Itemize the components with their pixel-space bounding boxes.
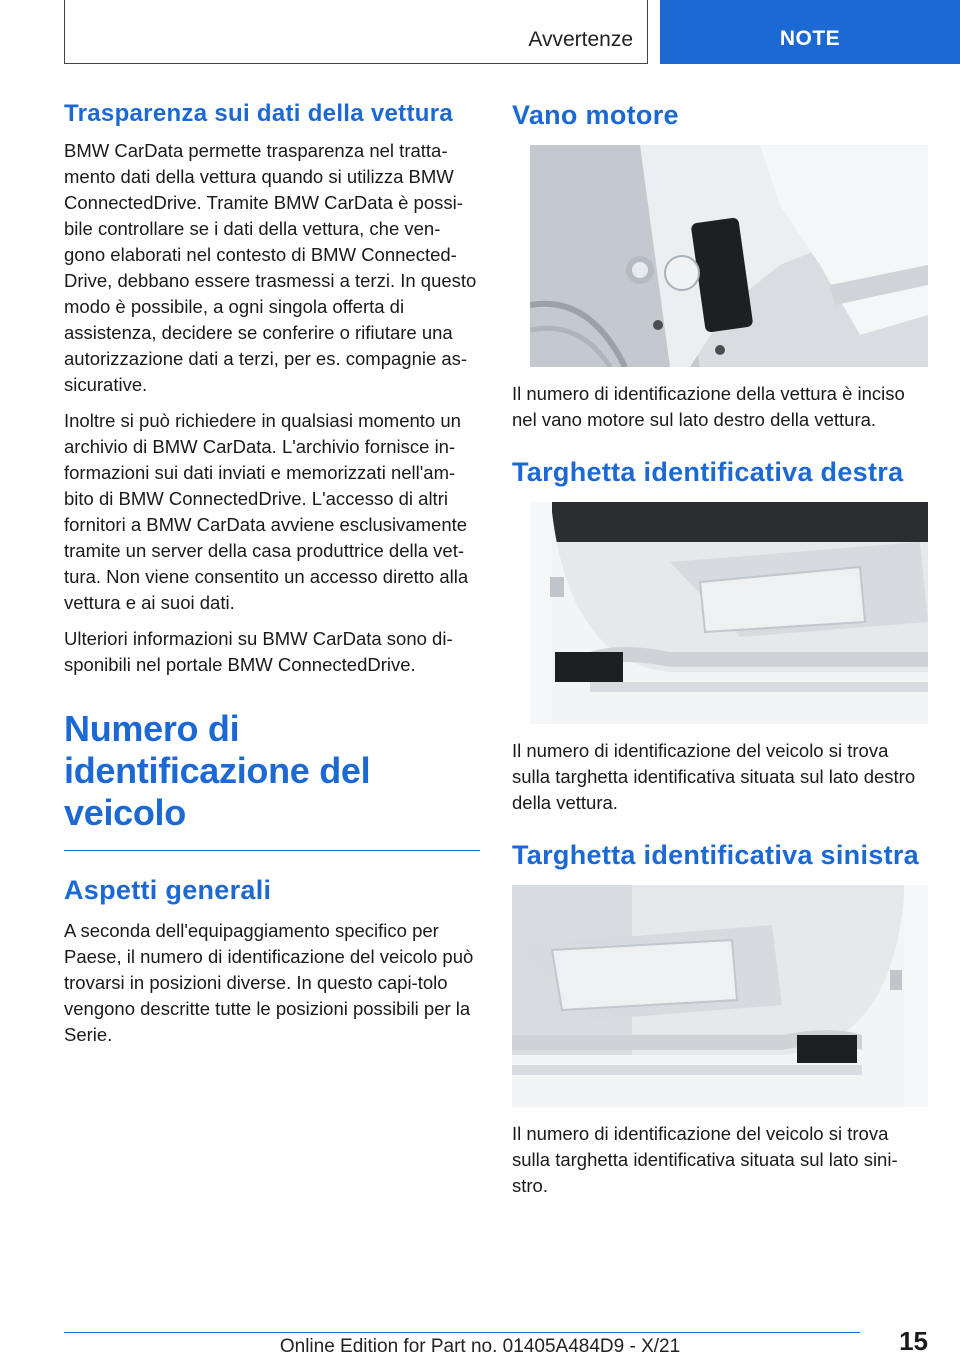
plate-left-image xyxy=(512,885,928,1107)
vin-heading: Numero di identificazione del veicolo xyxy=(64,708,371,833)
plate-left-illustration xyxy=(512,885,928,1107)
engine-bay-illustration xyxy=(530,145,928,367)
engine-heading: Vano motore xyxy=(512,100,679,130)
footer-edition: Online Edition for Part no. 01405A484D9 - X/21 xyxy=(279,1336,681,1357)
plate-right-heading: Targhetta identificativa destra xyxy=(512,457,904,487)
general-heading: Aspetti generali xyxy=(64,875,272,905)
left-column xyxy=(64,100,480,1058)
right-column xyxy=(512,100,928,1209)
engine-bay-image xyxy=(530,145,928,367)
plate-left-caption: Il numero di identificazione del veicolo si trova sulla targhetta identificativa situata sul lato sini-stro. xyxy=(512,1123,898,1196)
plate-right-illustration xyxy=(530,502,928,724)
header-section-box xyxy=(64,0,648,64)
transparency-paragraph-3: Ulteriori informazioni su BMW CarData sono di-sponibili nel portale BMW ConnectedDrive. xyxy=(64,628,453,675)
transparency-paragraph-1: BMW CarData permette trasparenza nel tratta-mento dati della vettura quando si utilizza BMW ConnectedDrive. Tramite BMW CarData è possi-bile controllare se i dati della vettura, che ven-gono elaborati nel contesto di BMW Connected-Drive, debbano essere trasmessi a terzi. In questo modo è possibile, a ogni singola offerta di assistenza, decidere se conferire o rifiutare una autorizzazione dati a terzi, per es. compagnie as-sicurative. xyxy=(64,140,477,395)
transparency-heading: Trasparenza sui dati della vettura xyxy=(64,100,454,127)
page-number: 15 xyxy=(899,1326,928,1356)
engine-caption: Il numero di identificazione della vettura è inciso nel vano motore sul lato destro della vettura. xyxy=(512,383,905,430)
plate-right-image xyxy=(530,502,928,724)
vin-heading-rule xyxy=(64,850,480,851)
general-paragraph: A seconda dell'equipaggiamento specifico per Paese, il numero di identificazione del veicolo può trovarsi in posizioni diverse. In questo capi-tolo vengono descritte tutte le posizioni possibili per la Serie. xyxy=(64,920,474,1045)
footer-rule xyxy=(64,1332,860,1333)
header-section-title: Avvertenze xyxy=(528,28,633,51)
transparency-paragraph-2: Inoltre si può richiedere in qualsiasi momento un archivio di BMW CarData. L'archivio fornisce in-formazioni sui dati inviati e memorizzati nell'am-bito di BMW ConnectedDrive. L'accesso di altri fornitori a BMW CarData avviene esclusivamente tramite un server della casa produttrice della vet-tura. Non viene consentito un accesso diretto alla vettura e ai suoi dati. xyxy=(64,410,469,613)
plate-right-caption: Il numero di identificazione del veicolo si trova sulla targhetta identificativa situata sul lato destro della vettura. xyxy=(512,740,916,813)
plate-left-heading: Targhetta identificativa sinistra xyxy=(512,840,920,870)
header-tab-note: NOTE xyxy=(660,0,960,64)
